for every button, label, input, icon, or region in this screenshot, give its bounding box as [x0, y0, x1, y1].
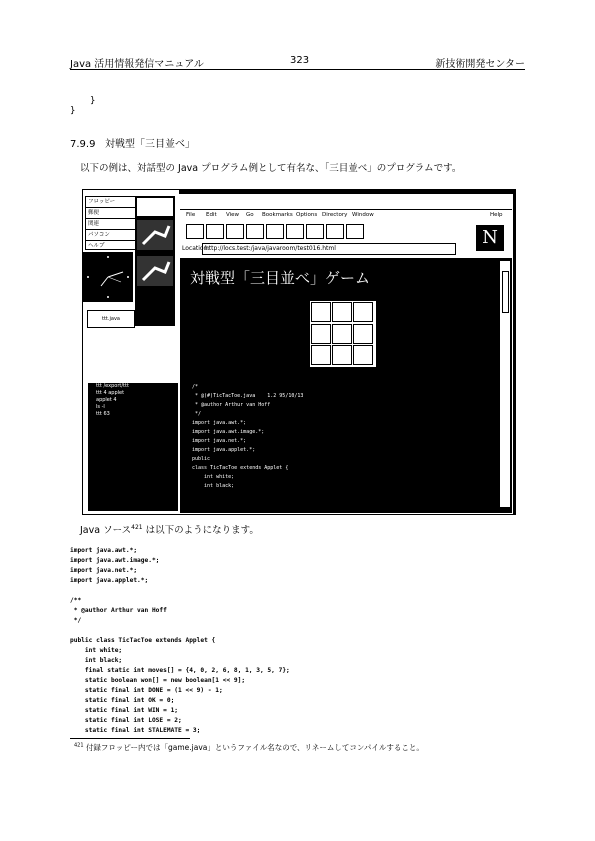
closing-brace: } [70, 106, 76, 116]
section-heading [70, 135, 195, 150]
terminal-line: ttt 4 applet [96, 390, 125, 396]
code-line: int black; [70, 657, 123, 664]
intro-paragraph: 以下の例は、対話型の Java プログラム例として有名な、「三目並べ」のプログラムです。 [80, 163, 462, 174]
scrollbar-thumb[interactable] [502, 271, 509, 313]
terminal-line: ttt 63 [96, 411, 110, 417]
header-title: Java 活用情報発信マニュアル [70, 59, 204, 70]
reload-button[interactable] [246, 224, 264, 239]
code-line [70, 586, 290, 596]
closing-brace: } [90, 96, 96, 106]
terminal-line: ls -l [96, 404, 105, 410]
footnote-number: 421 [74, 742, 84, 749]
browser-logo: N [476, 225, 504, 251]
browser-menubar [180, 210, 512, 222]
scrollbar[interactable] [500, 261, 510, 507]
menu-bookmarks[interactable]: Bookmarks [262, 212, 293, 218]
code-line: int white; [70, 647, 123, 654]
page-number: 323 [290, 55, 310, 66]
board-cell[interactable]: X [311, 345, 331, 365]
url-field[interactable]: http://locs.test:/java/javaroom/test016.html [202, 243, 456, 255]
code-line: import java.awt.*; [192, 420, 247, 426]
footnote-ref: 421 [131, 523, 143, 531]
page-header [70, 55, 525, 70]
tictactoe-board[interactable] [310, 301, 376, 367]
code-line: * @author Arthur van Hoff [192, 402, 271, 408]
section-number: 7.9.9 [70, 139, 96, 150]
menu-window[interactable]: Window [352, 212, 374, 218]
board-cell[interactable]: X [353, 324, 373, 344]
code-line: int white; [192, 474, 235, 480]
clock-widget [83, 252, 133, 302]
code-line: public [192, 456, 211, 462]
source-listing [70, 546, 290, 736]
back-button[interactable] [186, 224, 204, 239]
menu-item[interactable]: 関連 [86, 219, 138, 230]
code-line: static final int WIN = 1; [70, 707, 179, 714]
code-line: public class TicTacToe extends Applet { [70, 637, 216, 644]
desktop-menu [85, 196, 139, 250]
section-title: 対戦型「三目並べ」 [105, 139, 195, 150]
board-cell[interactable] [353, 345, 373, 365]
clock-icon [83, 252, 133, 302]
terminal-window[interactable] [87, 376, 179, 512]
code-line: int black; [192, 483, 235, 489]
desktop-label: ttt.java [87, 310, 135, 328]
browser-titlebar [180, 195, 512, 210]
board-cell[interactable]: O [353, 302, 373, 322]
code-line: import java.applet.*; [70, 577, 149, 584]
menu-go[interactable]: Go [246, 212, 254, 218]
menu-view[interactable]: View [226, 212, 240, 218]
code-line: static boolean won[] = new boolean[1 << 9]; [70, 677, 246, 684]
menu-file[interactable]: File [186, 212, 196, 218]
desktop-left-panel [83, 190, 179, 514]
code-line: */ [70, 617, 82, 624]
code-line: /** [70, 597, 82, 604]
browser-toolbar [180, 222, 512, 240]
print-button[interactable] [306, 224, 324, 239]
page-content [182, 261, 500, 507]
browser-window [179, 194, 513, 514]
board-cell[interactable]: O [311, 324, 331, 344]
desktop-icons [135, 196, 175, 326]
code-line: * @(#)TicTacToe.java 1.2 95/10/13 [192, 393, 304, 399]
listing-heading-text: Java ソース [80, 525, 132, 536]
footnote-rule [70, 738, 190, 739]
open-button[interactable] [286, 224, 304, 239]
code-line: /* [192, 384, 199, 390]
footnote [74, 742, 424, 753]
web-page-code [192, 383, 303, 491]
code-line: import java.applet.*; [192, 447, 256, 453]
board-cell[interactable]: O [311, 302, 331, 322]
location-label: Location: [182, 245, 210, 252]
forward-button[interactable] [206, 224, 224, 239]
code-line: class TicTacToe extends Applet { [192, 465, 289, 471]
code-line: static final int LOSE = 2; [70, 717, 182, 724]
menu-options[interactable]: Options [296, 212, 318, 218]
code-line: import java.awt.*; [70, 547, 138, 554]
code-line: static final int STALEMATE = 3; [70, 727, 201, 734]
code-line: import java.net.*; [70, 567, 138, 574]
menu-help[interactable]: Help [490, 212, 503, 218]
find-button[interactable] [326, 224, 344, 239]
code-line: static final int DONE = (1 << 9) - 1; [70, 687, 223, 694]
code-line: static final int OK = 0; [70, 697, 175, 704]
header-organization: 新技術開発センター [435, 59, 525, 70]
menu-item[interactable]: 郵便 [86, 208, 138, 219]
images-button[interactable] [266, 224, 284, 239]
board-cell[interactable]: X [332, 302, 352, 322]
terminal-line: applet 4 [96, 397, 117, 403]
board-cell[interactable]: X [332, 324, 352, 344]
code-line: * @author Arthur van Hoff [70, 607, 167, 614]
menu-item[interactable]: パソコン [86, 230, 138, 241]
code-line: import java.awt.image.*; [70, 557, 160, 564]
listing-heading [80, 522, 259, 536]
code-line: */ [192, 411, 202, 417]
footnote-text: 付録フロッピー内では「game.java」というファイル名なので、リネームしてコンパイルすること。 [85, 743, 424, 752]
location-bar [180, 240, 512, 258]
menu-directory[interactable]: Directory [322, 212, 348, 218]
stop-button[interactable] [346, 224, 364, 239]
screenshot-figure [82, 189, 516, 515]
menu-edit[interactable]: Edit [206, 212, 217, 218]
listing-heading-text: は以下のようになります。 [142, 525, 259, 536]
menu-item[interactable]: ヘルプ [88, 243, 105, 249]
code-line: import java.net.*; [192, 438, 247, 444]
code-line: import java.awt.image.*; [192, 429, 265, 435]
home-button[interactable] [226, 224, 244, 239]
code-line: final static int moves[] = {4, 0, 2, 6, 8, 1, 3, 5, 7}; [70, 667, 290, 674]
board-cell[interactable]: O [332, 345, 352, 365]
desk-icon [135, 196, 175, 326]
web-page-title: 対戦型「三目並べ」ゲーム [190, 269, 371, 287]
menu-item[interactable]: フロッピー [86, 197, 138, 208]
code-line [70, 626, 290, 636]
terminal-line: ttt /export/ttt [96, 383, 129, 389]
